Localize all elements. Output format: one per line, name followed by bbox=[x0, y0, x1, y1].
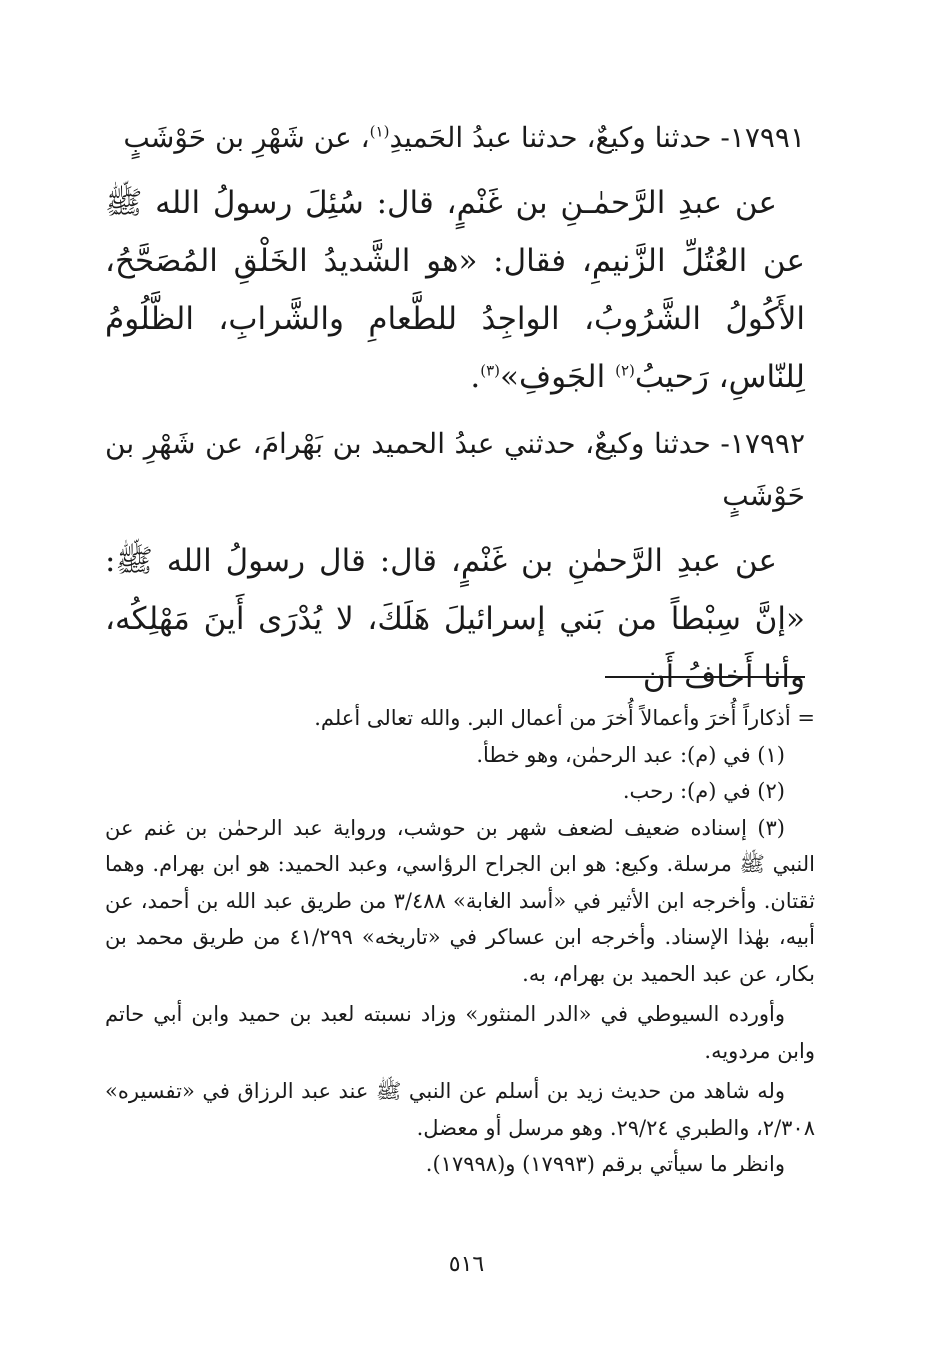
hadith-17991-matn-part1: عن عبدِ الرَّحمٰـنِ بن غَنْمٍ، قال: سُئِلَ رسولُ الله ﷺ عن العُتُلِّ الزَّنيمِ، فقال: «هو الشَّديدُ الخَلْقِ المُصَحَّحُ، الأَكُولُ الشَّرُوبُ، الواجِدُ للطَّعامِ والشَّرابِ، الظَّلُومُ لِلنّاسِ، رَحيبُ bbox=[105, 185, 805, 395]
hadith-17992-isnad: ١٧٩٩٢- حدثنا وكيعٌ، حدثني عبدُ الحميد بن بَهْرامَ، عن شَهْرِ بن حَوْشَبٍ bbox=[105, 427, 805, 512]
hadith-17991-matn-end: . bbox=[470, 359, 481, 395]
footnotes bbox=[105, 700, 815, 1183]
footnote-2: (٢) في (م): رحب. bbox=[622, 779, 785, 803]
footnote-3: (٣) إسناده ضعيف لضعف شهر بن حوشب، ورواية عبد الرحمٰن بن غنم عن النبي ﷺ مرسلة. وكيع: هو ابن الجراح الرؤاسي، وعبد الحميد: هو ابن بهرام. وهما ثقتان. وأخرجه ابن الأثير في «أسد الغابة» ٣/٤٨٨ من طريق عبد الله بن أحمد، عن أبيه، بهٰذا الإسناد. وأخرجه ابن عساكر في «تاريخه» ٤١/٢٩٩ من طريق محمد بن بكار، عن عبد الحميد بن بهرام، به. bbox=[105, 815, 815, 986]
footnote-1: (١) في (م): عبد الرحمٰن، وهو خطأ. bbox=[476, 742, 785, 767]
hadith-17991-isnad bbox=[105, 112, 805, 164]
hadith-17992-matn: عن عبدِ الرَّحمٰنِ بن غَنْمٍ، قال: قال رسولُ الله ﷺ: «إنَّ سِبْطاً من بَني إسرائيلَ هَلَكَ، لا يُدْرَى أَينَ مَهْلِكُه، وأنا أَخافُ أَن bbox=[105, 543, 805, 695]
page-number: ٥١٦ bbox=[448, 1252, 485, 1277]
footnote-3-paragraph-3: وله شاهد من حديث زيد بن أسلم عن النبي ﷺ عند عبد الرزاق في «تفسيره» ٢/٣٠٨، والطبري ٢٩/٢٤. وهو مرسل أو معضل. bbox=[105, 1079, 815, 1140]
footnote-3-paragraph-4: وانظر ما سيأتي برقم (١٧٩٩٣) و(١٧٩٩٨). bbox=[425, 1152, 785, 1176]
footnote-ref-2: (٢) bbox=[615, 361, 635, 380]
hadith-17991-isnad-part1: ١٧٩٩١- حدثنا وكيعٌ، حدثنا عبدُ الحَميدِ bbox=[389, 121, 805, 154]
footnote-3-paragraph-2: وأورده السيوطي في «الدر المنثور» وزاد نسبته لعبد بن حميد وابن أبي حاتم وابن مردويه. bbox=[105, 1002, 815, 1063]
footnote-continuation: = أذكاراً أُخرَ وأعمالاً أُخرَ من أعمال البر. والله تعالى أعلم. bbox=[314, 706, 815, 730]
footnote-ref-3: (٣) bbox=[480, 361, 501, 380]
hadith-17991-matn bbox=[105, 174, 805, 406]
hadith-17991-isnad-part2: ، عن شَهْرِ بن حَوْشَبٍ bbox=[123, 121, 370, 154]
footnote-ref-1: (١) bbox=[369, 122, 390, 141]
main-text bbox=[105, 112, 805, 706]
hadith-17991-matn-part2: الجَوفِ» bbox=[500, 359, 616, 395]
footnote-separator bbox=[605, 676, 805, 678]
